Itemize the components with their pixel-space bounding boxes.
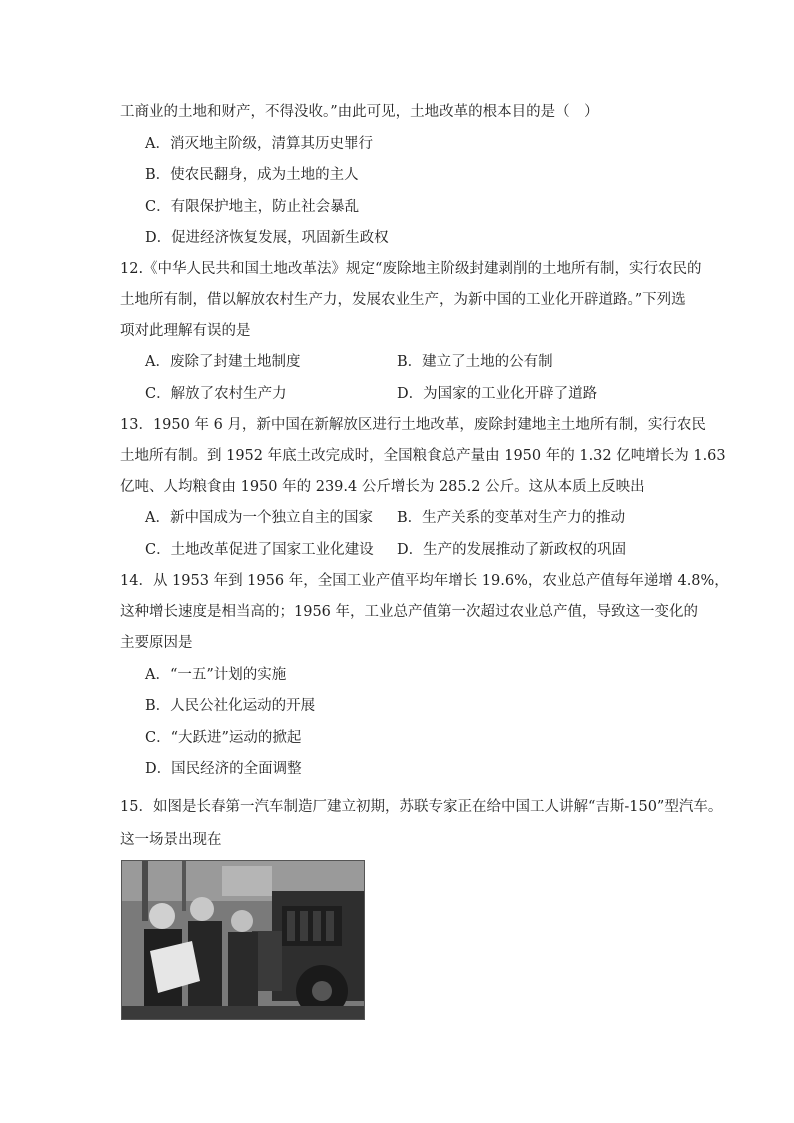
q13-stem-line-1: 13．1950 年 6 月，新中国在新解放区进行土地改革，废除封建地主土地所有制，实行农民 — [120, 417, 706, 433]
q11-stem: 工商业的土地和财产，不得没收。”由此可见，土地改革的根本目的是（ ） — [120, 104, 599, 120]
q14-option-b[interactable]: B．人民公社化运动的开展 — [145, 698, 316, 714]
q15-stem-line-1: 15．如图是长春第一汽车制造厂建立初期，苏联专家正在给中国工人讲解“吉斯-150”型汽车。 — [120, 799, 723, 815]
q11-option-a[interactable]: A．消灭地主阶级，清算其历史罪行 — [145, 136, 373, 152]
q11-option-c[interactable]: C．有限保护地主，防止社会暴乱 — [145, 199, 360, 215]
q12-option-d[interactable]: D．为国家的工业化开辟了道路 — [397, 386, 598, 402]
q14-stem-line-3: 主要原因是 — [120, 635, 193, 651]
q11-option-b[interactable]: B．使农民翻身，成为土地的主人 — [145, 167, 359, 183]
q11-option-d[interactable]: D．促进经济恢复发展，巩固新生政权 — [145, 230, 389, 246]
q12-stem-line-3: 项对此理解有误的是 — [120, 323, 251, 339]
q15-stem-line-2: 这一场景出现在 — [120, 832, 222, 848]
q14-option-c[interactable]: C．“大跃进”运动的掀起 — [145, 730, 302, 746]
q14-stem-line-2: 这种增长速度是相当高的；1956 年，工业总产值第一次超过农业总产值，导致这一变化的 — [120, 604, 699, 620]
q12-option-b[interactable]: B．建立了土地的公有制 — [397, 354, 553, 370]
q12-stem-line-1: 12.《中华人民共和国土地改革法》规定“废除地主阶级封建剥削的土地所有制，实行农民的 — [120, 261, 702, 277]
q12-option-a[interactable]: A．废除了封建土地制度 — [145, 354, 301, 370]
q12-option-c[interactable]: C．解放了农村生产力 — [145, 386, 287, 402]
q13-stem-line-2: 土地所有制。到 1952 年底土改完成时，全国粮食总产量由 1950 年的 1.32 亿吨增长为 1.63 — [120, 448, 726, 464]
q14-stem-line-1: 14．从 1953 年到 1956 年，全国工业产值平均年增长 19.6%，农业总产值每年递增 4.8%， — [120, 573, 729, 589]
factory-photo — [121, 860, 365, 1020]
q13-option-c[interactable]: C．土地改革促进了国家工业化建设 — [145, 542, 374, 558]
q13-option-a[interactable]: A．新中国成为一个独立自主的国家 — [145, 510, 373, 526]
q14-option-a[interactable]: A．“一五”计划的实施 — [145, 667, 287, 683]
q13-option-b[interactable]: B．生产关系的变革对生产力的推动 — [397, 510, 626, 526]
q13-option-d[interactable]: D．生产的发展推动了新政权的巩固 — [397, 542, 627, 558]
q14-option-d[interactable]: D．国民经济的全面调整 — [145, 761, 302, 777]
factory-photo-illustration — [122, 861, 364, 1019]
q13-stem-line-3: 亿吨、人均粮食由 1950 年的 239.4 公斤增长为 285.2 公斤。这从本质上反映出 — [120, 479, 645, 495]
q12-stem-line-2: 土地所有制，借以解放农村生产力，发展农业生产，为新中国的工业化开辟道路。”下列选 — [120, 292, 686, 308]
